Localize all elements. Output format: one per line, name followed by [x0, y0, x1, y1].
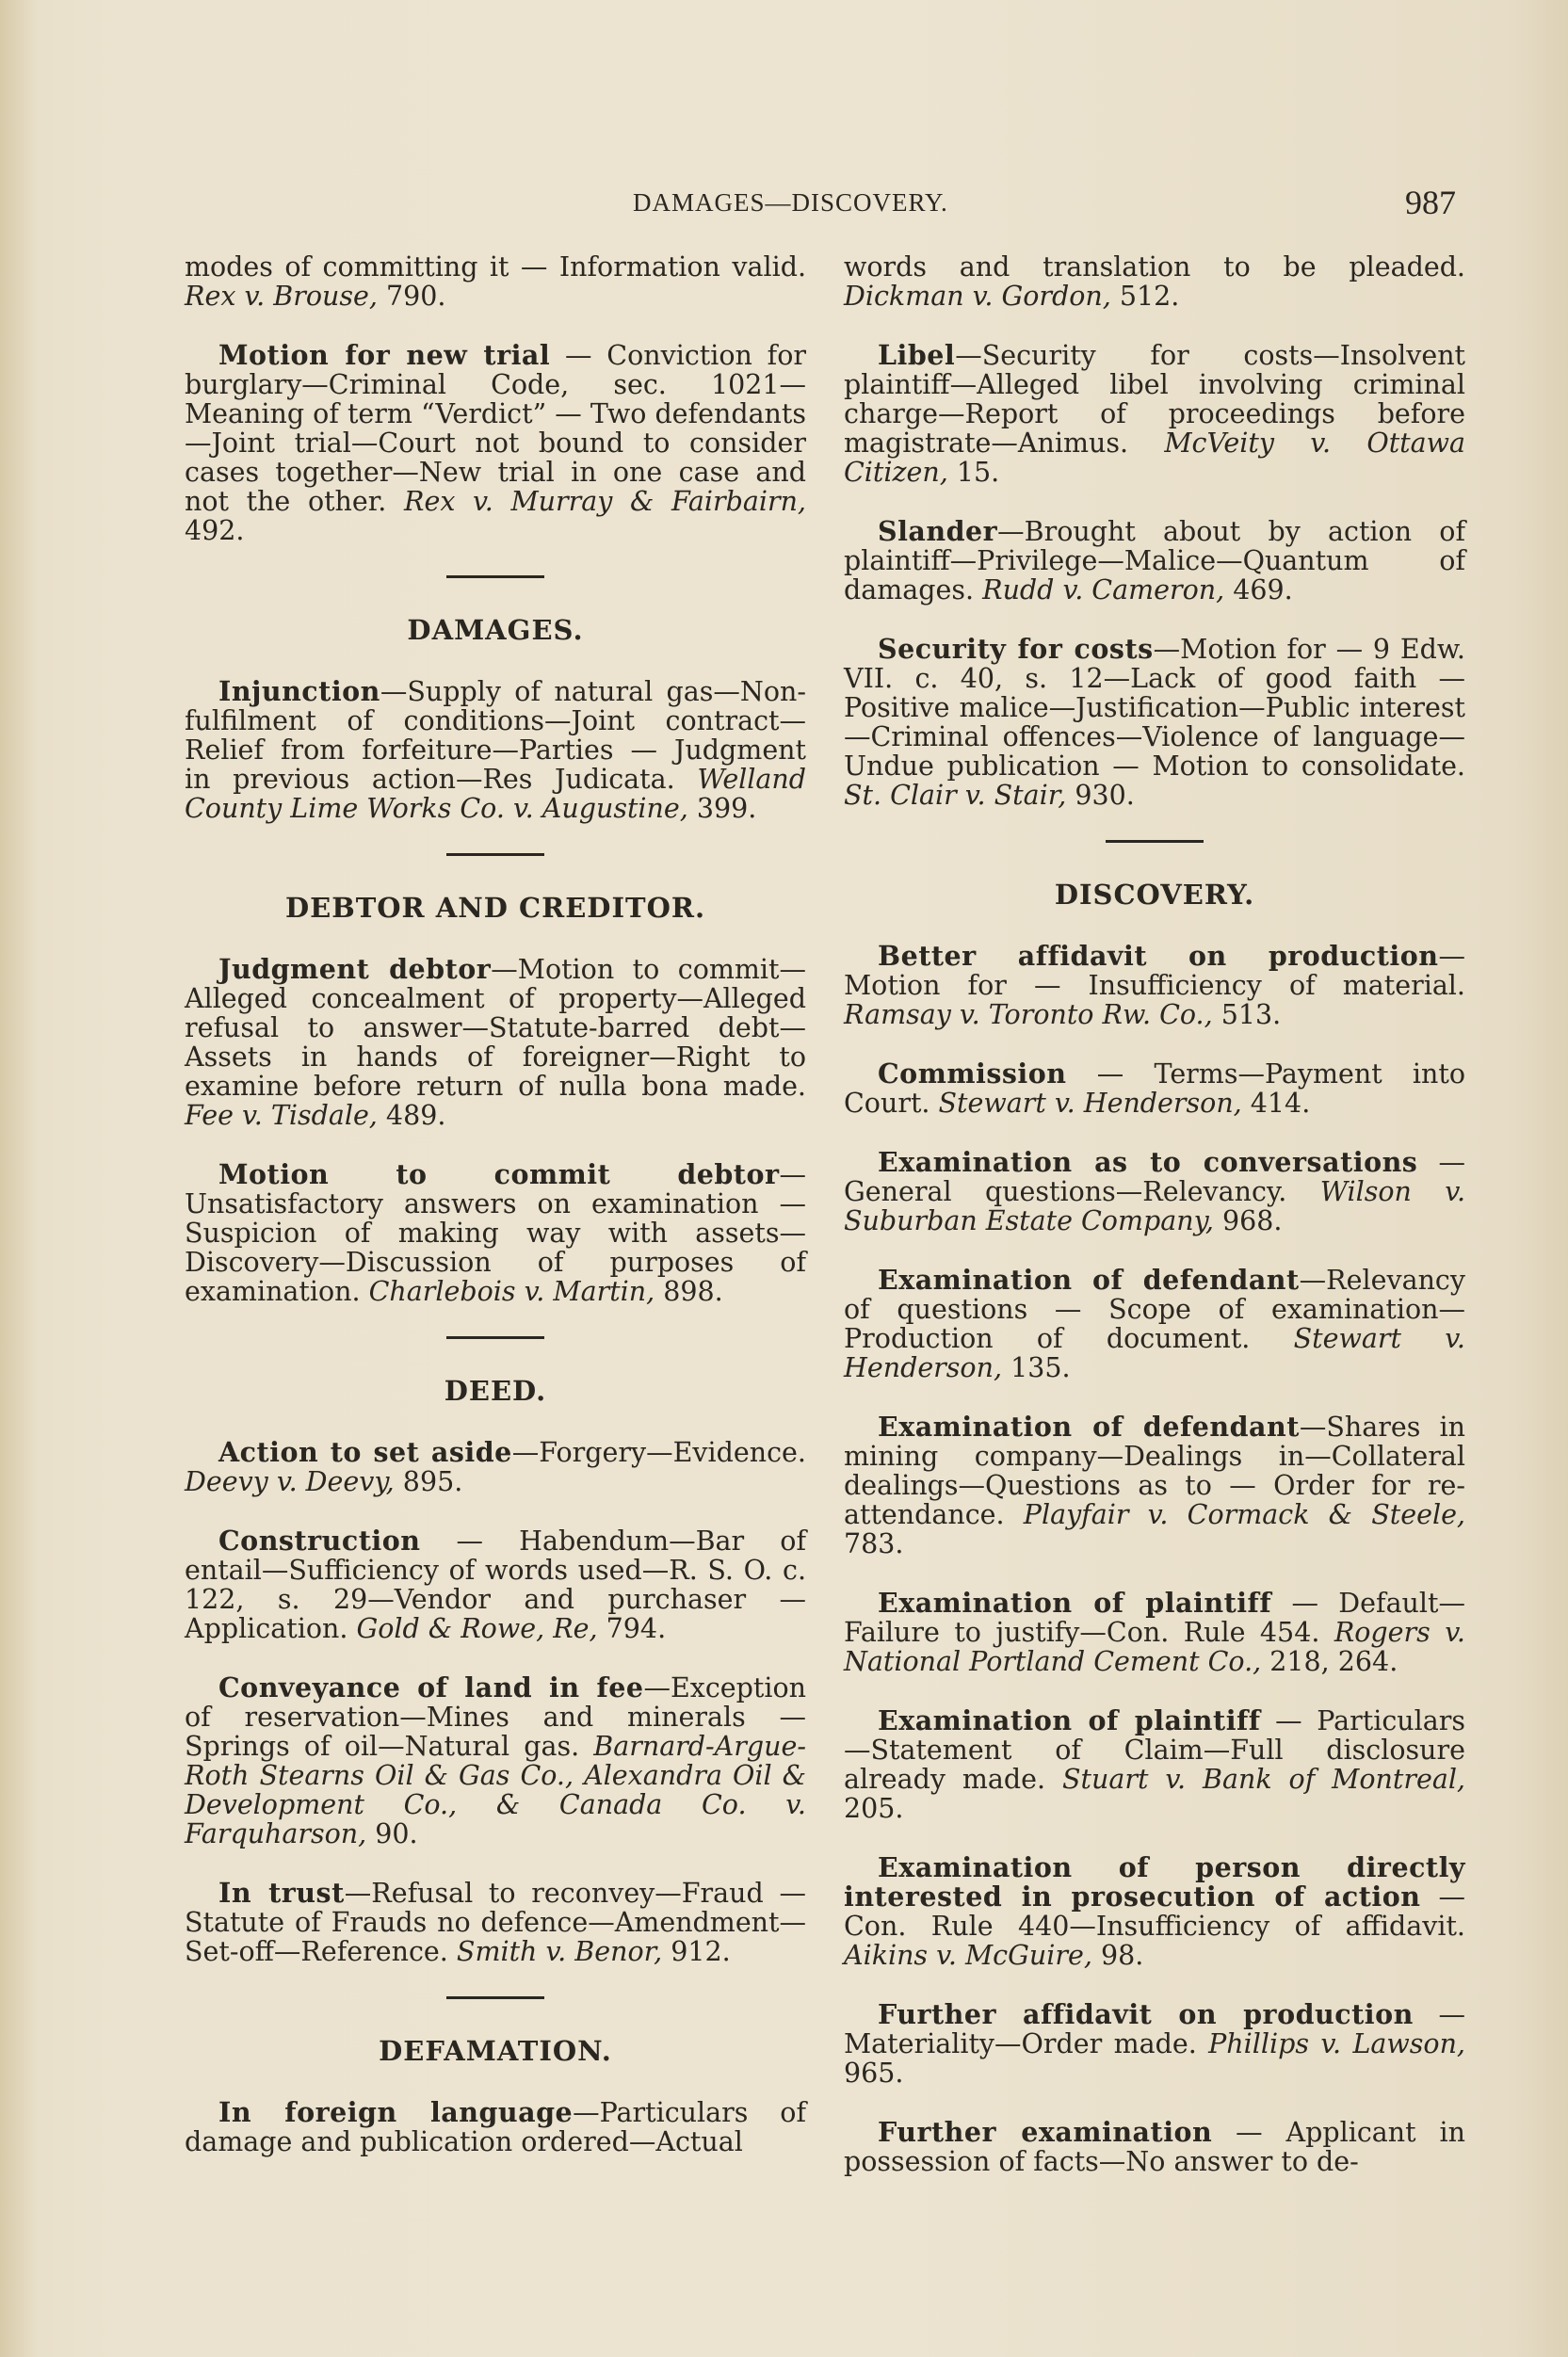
entry-body: —Particulars of damage and publication ordered—Actual — [185, 2097, 806, 2157]
citation: 135. — [1002, 1352, 1071, 1383]
index-entry — [844, 252, 1465, 311]
entry-body: modes of committing it — Information valid. — [185, 251, 806, 283]
entry-body: —Unsatisfactory answers on examination — Suspicion of making way with assets—Discovery—Discussion of purposes of examination. — [185, 1159, 806, 1307]
section-heading-debtor-and-creditor: DEBTOR AND CREDITOR. — [284, 892, 706, 924]
case-name: Playfair v. Cormack & Steele, — [1023, 1499, 1465, 1530]
citation: 794. — [597, 1613, 667, 1644]
case-name: Rex v. Murray & Fairbairn, — [404, 486, 806, 517]
right-column — [844, 252, 1465, 2206]
index-entry — [185, 1526, 806, 1643]
entry-body: —Materiality—Order made. — [844, 1999, 1465, 2059]
entry-body: —Refusal to reconvey—Fraud —Statute of Frauds no defence—Amendment—Set-off—Reference. — [185, 1878, 806, 1967]
index-entry — [844, 2118, 1465, 2176]
entry-term: Conveyance of land in fee — [218, 1671, 644, 1703]
index-entry — [844, 517, 1465, 605]
entry-term: Slander — [878, 515, 998, 547]
index-entry — [844, 1706, 1465, 1823]
section-divider — [446, 1996, 544, 1999]
entry-term: Injunction — [218, 675, 380, 707]
case-name: Stuart v. Bank of Montreal, — [1062, 1764, 1465, 1795]
citation: 492. — [185, 515, 245, 546]
entry-term: In trust — [218, 1877, 345, 1909]
citation: 790. — [377, 281, 446, 312]
case-name: Rex v. Brouse, — [185, 281, 378, 312]
section-heading-deed: DEED. — [444, 1375, 547, 1407]
page-header — [0, 184, 1568, 226]
page-number: 987 — [1405, 184, 1456, 221]
entry-body: — Default—Failure to justify—Con. Rule 454. — [844, 1588, 1465, 1648]
index-entry — [185, 341, 806, 545]
citation: 489. — [377, 1100, 446, 1131]
entry-body: —Shares in mining company—Dealings in—Collateral dealings—Questions as to — Order for re-attendance. — [844, 1412, 1465, 1530]
entry-term: Security for costs — [878, 633, 1154, 665]
case-name: Barnard-Argue-Roth Stearns Oil & Gas Co., Alexandra Oil & Development Co., & Canada Co. v. Farquharson, — [185, 1731, 806, 1849]
citation: 783. — [844, 1528, 904, 1559]
entry-body: —Motion for — Insufficiency of material. — [844, 941, 1465, 1001]
index-entry — [185, 1438, 806, 1496]
citation: 930. — [1066, 780, 1135, 811]
section-divider — [446, 575, 544, 578]
index-entry — [185, 1879, 806, 1966]
entry-term: Examination of defendant — [878, 1411, 1300, 1443]
entry-term: Examination as to conversations — [878, 1146, 1418, 1178]
entry-body: —Brought about by action of plaintiff—Privilege—Malice—Quantum of damages. — [844, 516, 1465, 605]
case-name: Smith v. Benor, — [456, 1936, 663, 1967]
index-entry — [844, 1266, 1465, 1382]
index-entry — [844, 1059, 1465, 1118]
entry-term: Better affidavit on production — [878, 940, 1439, 972]
index-entry — [844, 1853, 1465, 1970]
index-entry — [185, 677, 806, 823]
entry-body: words and translation to be pleaded. — [844, 251, 1465, 283]
index-entry — [844, 2000, 1465, 2088]
entry-term: Further examination — [878, 2116, 1213, 2148]
section-divider — [446, 853, 544, 856]
entry-term: In foreign language — [218, 2096, 574, 2128]
case-name: Stewart v. Henderson, — [844, 1323, 1465, 1383]
case-name: Rogers v. National Portland Cement Co., — [844, 1617, 1465, 1677]
entry-term: Further affidavit on production — [878, 1998, 1414, 2030]
citation: 912. — [662, 1936, 731, 1967]
case-name: Rudd v. Cameron, — [982, 574, 1225, 605]
entry-body: — Conviction for burglary—Criminal Code, sec. 1021—Meaning of term “Verdict” — Two defendants—Joint trial—Court not bound to consider cases together—New trial in one case and not the other. — [185, 340, 806, 517]
entry-body: —Supply of natural gas—Non-fulfilment of conditions—Joint contract—Relief from forfeiture—Parties — Judgment in previous action—Res Judicata. — [185, 676, 806, 795]
entry-body: — Habendum—Bar of entail—Sufficiency of words used—R. S. O. c. 122, s. 29—Vendor and purchaser —Application. — [185, 1526, 806, 1644]
citation: 399. — [687, 793, 757, 824]
case-name: Aikins v. McGuire, — [844, 1940, 1092, 1971]
section-divider — [1106, 840, 1204, 843]
index-entry — [185, 1160, 806, 1306]
index-entry — [185, 1673, 806, 1848]
entry-term: Examination of plaintiff — [878, 1587, 1272, 1619]
entry-body: —Motion to commit—Alleged concealment of property—Alleged refusal to answer—Statute-barred debt—Assets in hands of foreigner—Right to examine before return of nulla bona made. — [185, 954, 806, 1102]
entry-term: Motion to commit debtor — [218, 1158, 780, 1190]
entry-term: Examination of plaintiff — [878, 1704, 1261, 1736]
case-name: Deevy v. Deevy, — [185, 1466, 395, 1497]
section-divider — [446, 1336, 544, 1339]
index-entry — [185, 2098, 806, 2156]
citation: 469. — [1224, 574, 1293, 605]
entry-term: Examination of person directly interested in prosecution of action — [844, 1851, 1465, 1913]
entry-body: —Exception of reservation—Mines and minerals —Springs of oil—Natural gas. — [185, 1672, 806, 1762]
citation: 512. — [1110, 281, 1180, 312]
index-entry — [844, 1413, 1465, 1558]
case-name: Dickman v. Gordon, — [844, 281, 1111, 312]
citation: 968. — [1213, 1205, 1283, 1236]
entry-body: —General questions—Relevancy. — [844, 1147, 1465, 1207]
running-head: DAMAGES—DISCOVERY. — [633, 188, 948, 217]
entry-body: — Applicant in possession of facts—No answer to de- — [844, 2117, 1465, 2177]
case-name: Phillips v. Lawson, — [1208, 2028, 1465, 2059]
entry-term: Examination of defendant — [878, 1264, 1300, 1296]
citation: 965. — [844, 2058, 904, 2089]
left-column — [185, 252, 806, 2187]
citation: 15. — [947, 457, 1000, 488]
citation: 513. — [1212, 999, 1282, 1030]
case-name: Wilson v. Suburban Estate Company, — [844, 1176, 1466, 1236]
entry-body: —Security for costs—Insolvent plaintiff—Alleged libel involving criminal charge—Report of proceedings before magistrate—Animus. — [844, 340, 1465, 459]
case-name: Fee v. Tisdale, — [185, 1100, 378, 1131]
index-entry — [185, 252, 806, 311]
case-name: Ramsay v. Toronto Rw. Co., — [844, 999, 1213, 1030]
case-name: McVeity v. Ottawa Citizen, — [844, 428, 1465, 488]
citation: 895. — [394, 1466, 463, 1497]
citation: 98. — [1091, 1940, 1144, 1971]
case-name: St. Clair v. Stair, — [844, 780, 1067, 811]
case-name: Welland County Lime Works Co. v. Augustine, — [185, 764, 806, 824]
index-entry — [844, 341, 1465, 487]
citation: 414. — [1241, 1088, 1311, 1119]
section-heading-discovery: DISCOVERY. — [1054, 879, 1255, 911]
case-name: Stewart v. Henderson, — [938, 1088, 1242, 1119]
entry-body: — Particulars—Statement of Claim—Full disclosure already made. — [844, 1705, 1465, 1795]
entry-body: —Forgery—Evidence. — [511, 1437, 806, 1468]
citation: 218, 264. — [1261, 1646, 1398, 1677]
case-name: Charlebois v. Martin, — [368, 1276, 655, 1307]
case-name: Gold & Rowe, Re, — [356, 1613, 598, 1644]
entry-term: Commission — [878, 1057, 1067, 1090]
entry-body: — Terms—Payment into Court. — [844, 1058, 1465, 1119]
citation: 205. — [844, 1793, 904, 1824]
entry-term: Motion for new trial — [218, 339, 551, 371]
citation: 898. — [655, 1276, 723, 1307]
entry-term: Libel — [878, 339, 956, 371]
index-entry — [844, 1589, 1465, 1676]
entry-term: Construction — [218, 1525, 421, 1557]
entry-body: —Relevancy of questions — Scope of examination—Production of document. — [844, 1265, 1465, 1354]
section-heading-defamation: DEFAMATION. — [379, 2035, 612, 2067]
index-entry — [844, 942, 1465, 1029]
citation: 90. — [366, 1818, 418, 1849]
index-entry — [185, 955, 806, 1130]
entry-body: —Con. Rule 440—Insufficiency of affidavit. — [844, 1881, 1465, 1942]
index-entry — [844, 1148, 1465, 1235]
entry-term: Judgment debtor — [218, 953, 492, 985]
index-entry — [844, 635, 1465, 810]
section-heading-damages: DAMAGES. — [407, 614, 584, 646]
entry-body: —Motion for — 9 Edw. VII. c. 40, s. 12—Lack of good faith — Positive malice—Justification—Public interest—Criminal offences—Violence of language—Undue publication — Motion to consolidate. — [844, 634, 1465, 782]
entry-term: Action to set aside — [218, 1436, 512, 1468]
